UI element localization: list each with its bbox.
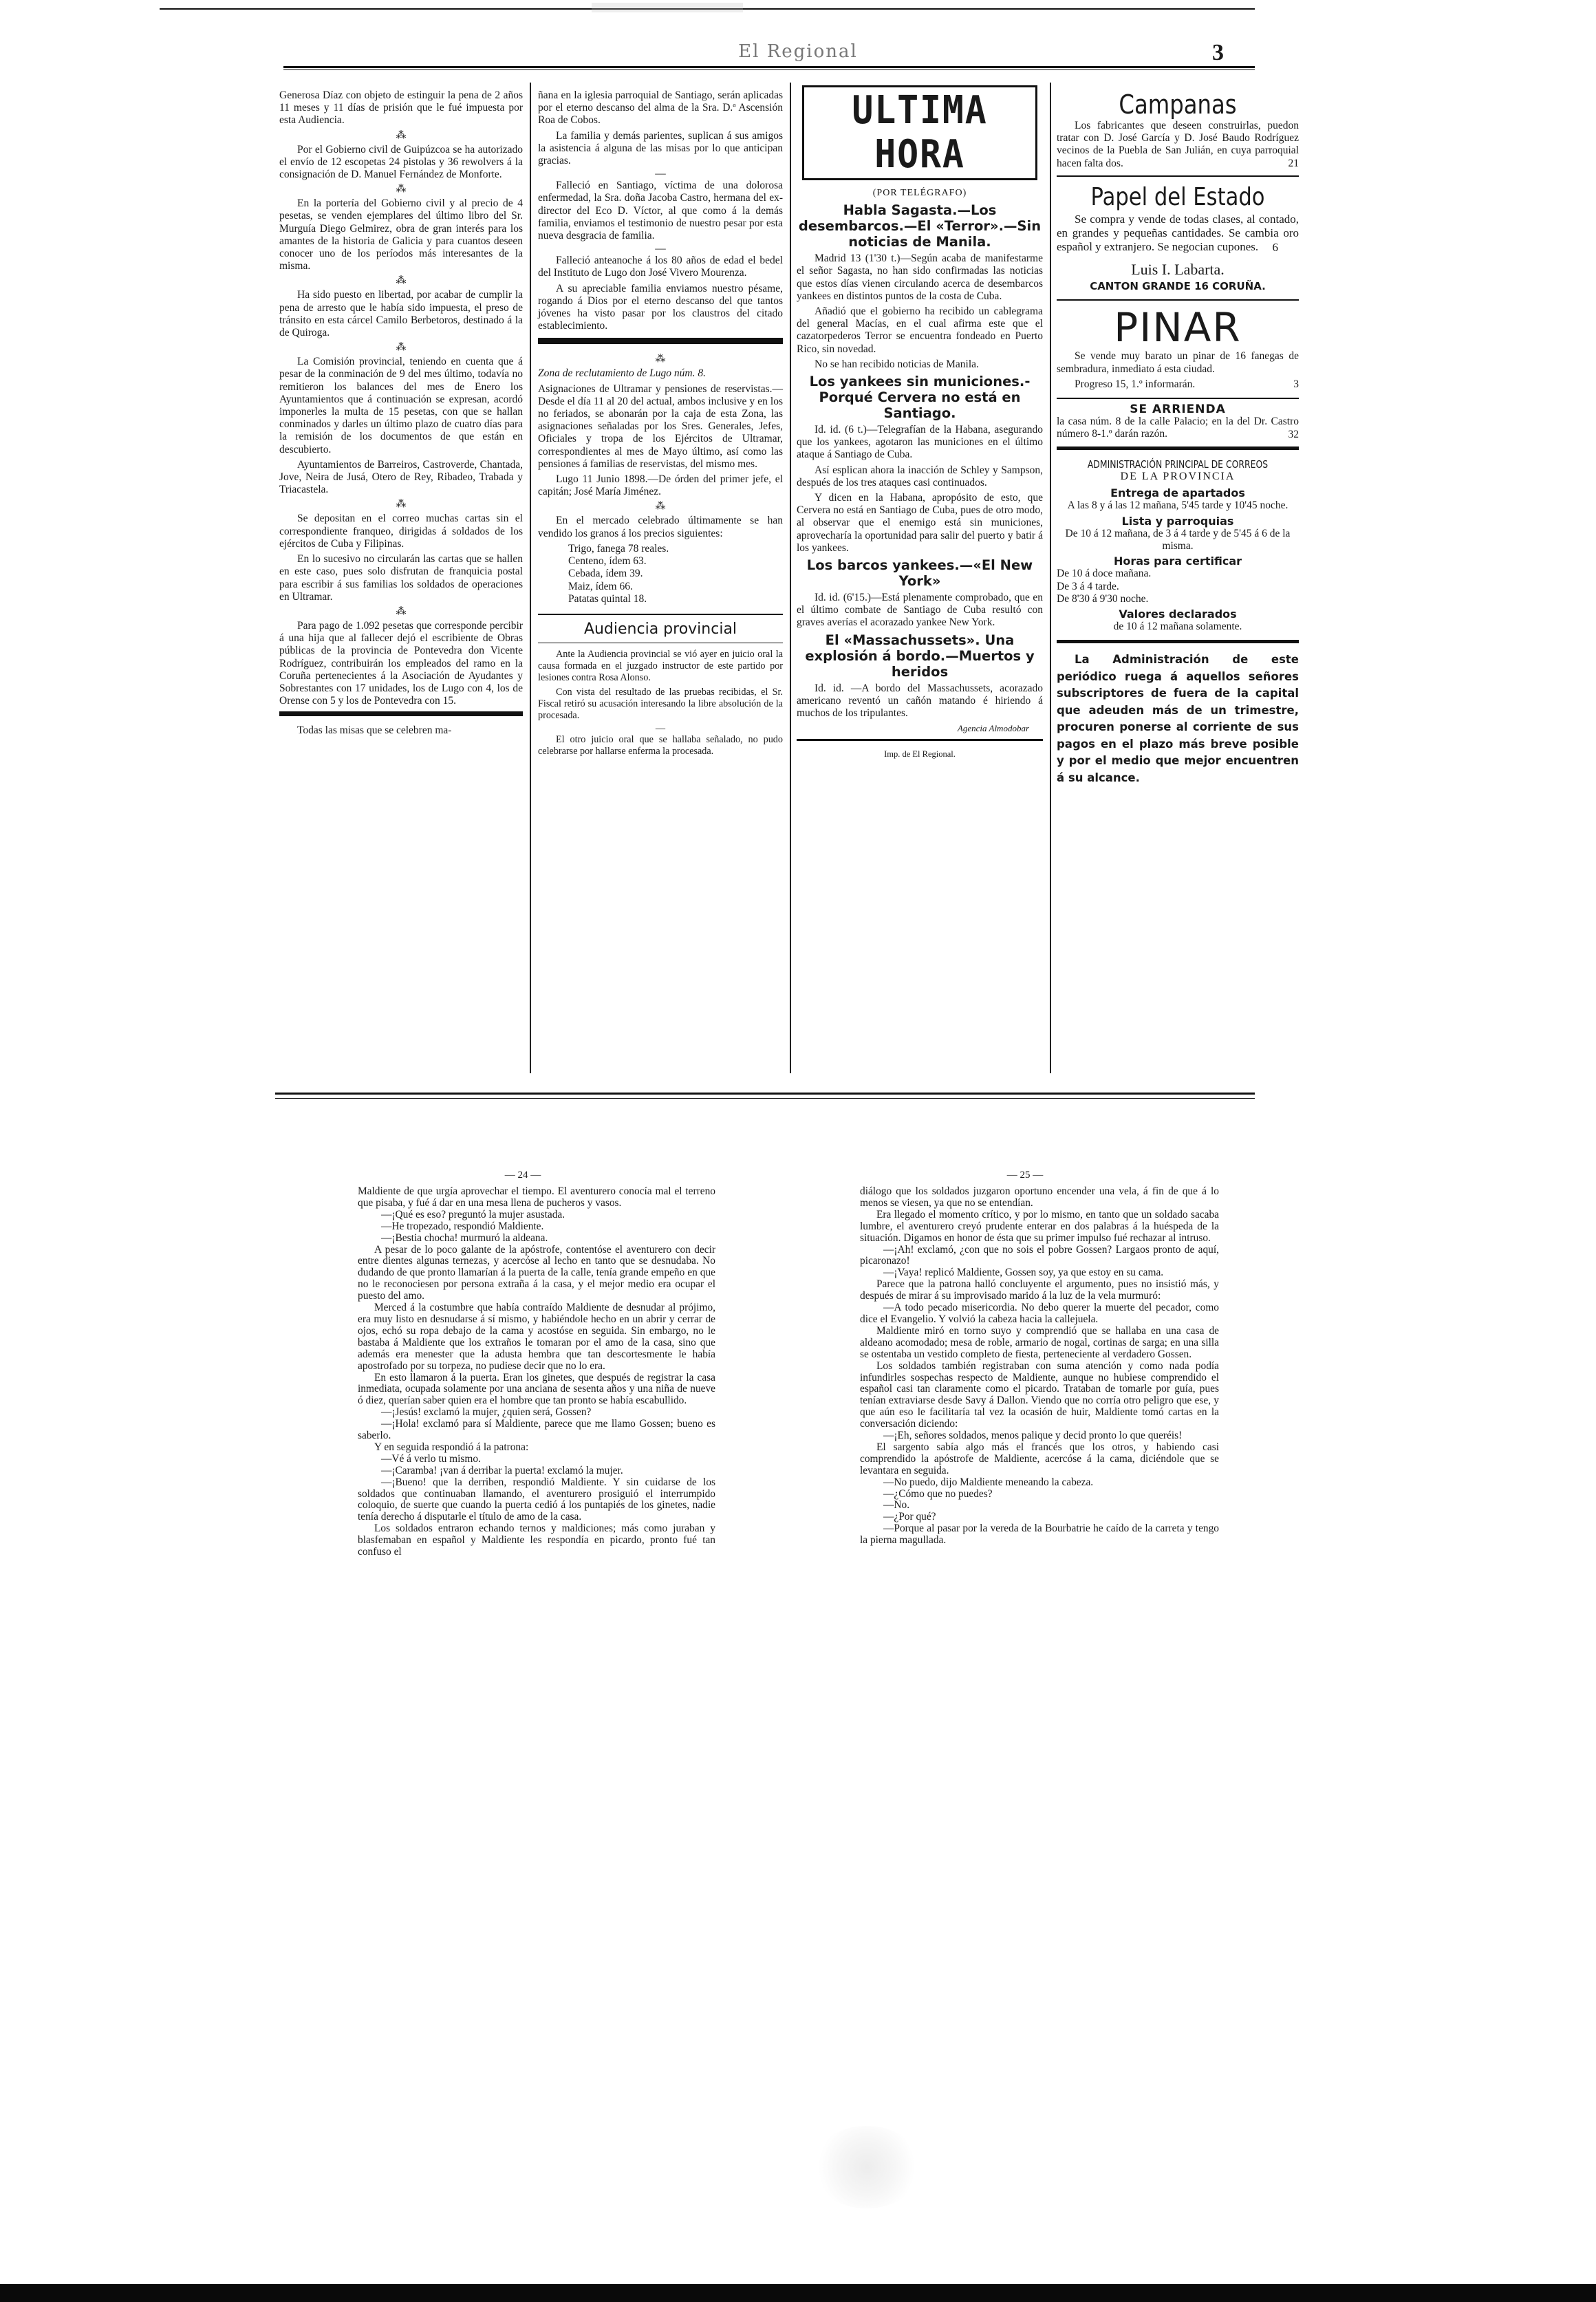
page-number: 3 bbox=[1212, 40, 1224, 65]
folletin-paragraph: El sargento sabía algo más el francés que los otros, y habiendo casi comprendido la apóstrofe de Maldiente, acercóse á la cama, diciéndole que se levantara en seguida. bbox=[860, 1441, 1219, 1476]
news-paragraph: Por el Gobierno civil de Guipúzcoa se ha autorizado el envío de 12 escopetas 24 pistolas y 36 rewolvers á la consignación de D. Manuel Fernández de Monforte. bbox=[279, 143, 523, 181]
rule bbox=[538, 614, 783, 615]
correos-subtitle: DE LA PROVINCIA bbox=[1120, 471, 1236, 483]
news-paragraph: La familia y demás parientes, suplican á sus amigos la asistencia á alguna de las misas por lo que anticipan gracias. bbox=[538, 129, 783, 167]
audiencia-title: Audiencia provincial bbox=[583, 620, 737, 638]
column-2 bbox=[538, 89, 783, 760]
pinar-title: PINAR bbox=[1114, 304, 1242, 352]
bottom-rule-thin bbox=[275, 1098, 1255, 1099]
separator-stars: ⁂ bbox=[396, 275, 407, 287]
pinar-info bbox=[1057, 378, 1299, 391]
news-paragraph: Para pago de 1.092 pesetas que corresponde percibir á una hija que al fallecer dejó el escribiente de Obras públicas de la provincia de Pontevedra don Vicente Rodríguez, contribuirán los empleados del ramo en la Coruña pertenecientes á la Asociación de Ayudantes y Sobrestantes con 17 unidades, los de Lugo con 4, los de Orense con 5 y los de Pontevedra con 15. bbox=[279, 619, 523, 707]
folletin-paragraph: —¿Cómo que no puedes? bbox=[883, 1487, 993, 1500]
folletin-paragraph: —¡Bueno! que la derriben, respondió Maldiente. Y sin cuidarse de los soldados que continuaban llamando, el aventurero prosiguió el interrumpido coloquio, de suerte que cuando la puerta cedió á los puntapiés de los ginetes, nadie tenía derecho á disputarle el título de amo de la casa. bbox=[358, 1476, 715, 1523]
header-rule bbox=[283, 66, 1255, 68]
header-rule-thin bbox=[283, 69, 1255, 70]
folletin-paragraph: Maldiente miró en torno suyo y comprendió que se hallaba en una casa de aldeano acomodado; mesa de roble, armario de nogal, cortinas de sarga; en una silla se ostentaba un vestido completo de fiesta, perteneciente al verdadero Gossen. bbox=[860, 1324, 1219, 1360]
folletin-paragraph: Los soldados también registraban con suma atención y como nada podía infundirles sospechas respecto de Maldiente, aunque no hubiese comprendido el español casi tan claramente como el picardo. Trataban de tomarle por guía, pues tenían extraviarse desde Savy á Dallon. Viendo que no corría otro peligro que ese, y que aún eso le facilitaría tal vez la ocasión de huir, Maldiente tomó cartas en la conversación diciendo: bbox=[860, 1359, 1219, 1430]
telegram-paragraph: Id. id. (6 t.)—Telegrafían de la Habana, asegurando que los yankees, agotaron las municiones en el último ataque á Santiago de Cuba. bbox=[797, 424, 1043, 461]
news-paragraph: La Comisión provincial, teniendo en cuenta que á pesar de la conminación de 9 del mes último, todavía no remitieron los balances del mes de Enero los Ayuntamientos que á continuación se expresan, acordó imponerles la multa de 15 pesetas, con que se hallan conminados y darles un último plazo de cuatro días para la remisión de los documentos de que están en descubierto. bbox=[279, 356, 523, 455]
news-paragraph: Ayuntamientos de Barreiros, Castroverde, Chantada, Jove, Neira de Jusá, Otero de Rey, Ribadeo, Trabada y Triacastela. bbox=[279, 458, 523, 496]
folletin-paragraph: —¡Qué es eso? preguntó la mujer asustada. bbox=[381, 1208, 565, 1220]
market-price-list bbox=[538, 543, 783, 605]
ad-number: 3 bbox=[1293, 378, 1299, 390]
campanas-text: Los fabricantes que deseen construirlas, puedon tratar con D. José García y D. José Baudo Rodríguez vecinos de la Puebla de San Julián, en cuya parroquial hacen falta dos. bbox=[1057, 120, 1299, 169]
certificar-title: Horas para certificar bbox=[1113, 555, 1242, 568]
news-paragraph: En la portería del Gobierno civil y al precio de 4 pesetas, se venden ejemplares del último libro del Sr. Murguía Diego Gelmirez, obra de gran interés para los amantes de la historia de Galicia y para cuantos deseen conocer uno de los períodos más interesantes de la misma. bbox=[279, 197, 523, 272]
market-item: Cebada, ídem 39. bbox=[568, 568, 643, 580]
column-divider bbox=[1050, 83, 1051, 1073]
folletin-paragraph: —A todo pecado misericordia. No debo querer la muerte del pecador, como dice el Evangelio. Y volvió la cabeza hacia la callejuela. bbox=[860, 1302, 1219, 1325]
bottom-rule bbox=[275, 1093, 1255, 1095]
telegram-paragraph: No se han recibido noticias de Manila. bbox=[815, 358, 979, 370]
thick-rule bbox=[1057, 447, 1299, 450]
news-paragraph: Todas las misas que se celebren ma- bbox=[297, 724, 452, 737]
folletin-paragraph: Era llegado el momento crítico, y por lo mismo, en tanto que un soldado sacaba lumbre, el aventurero creyó prudente enterar en dos palabras á la huéspeda de la situación. Digamos en honor de ésta que su primer impulso fué rechazar al intruso. bbox=[860, 1208, 1219, 1244]
news-paragraph: En lo sucesivo no circularán las cartas que se hallen en este caso, pues solo disfrutan de franquicia postal para escribir á sus familias los soldados de operaciones en Ultramar. bbox=[279, 553, 523, 603]
headline: Habla Sagasta.—Los desembarcos.—El «Terror».—Sin noticias de Manila. bbox=[798, 202, 1042, 250]
folletin-paragraph: —Porque al pasar por la vereda de la Bourbatrie he caído de la carreta y tengo la pierna magullada. bbox=[860, 1523, 1219, 1547]
folletin-paragraph: Los soldados entraron echando ternos y maldiciones; más como juraban y blasfemaban en español y Maldiente les respondía en picardo, pronto fué tan confuso el bbox=[358, 1523, 715, 1558]
arrienda-text: la casa núm. 8 de la calle Palacio; en la del Dr. Castro número 8-1.º darán razón. bbox=[1057, 416, 1299, 440]
arrienda-title: SE ARRIENDA bbox=[1130, 402, 1226, 417]
folletin-paragraph: —No. bbox=[883, 1499, 910, 1512]
folletin-left-page bbox=[358, 1186, 715, 1558]
news-paragraph: Generosa Díaz con objeto de estinguir la pena de 2 años 11 meses y 11 días de prisión que le fué impuesta por esta Audiencia. bbox=[279, 89, 523, 127]
telegram-paragraph: Id. id. —A bordo del Massachussets, acorazado americano reventó un cañón matando é hiriendo á muchos de los tripulantes. bbox=[797, 682, 1043, 720]
folletin-paragraph: —No puedo, dijo Maldiente meneando la cabeza. bbox=[883, 1476, 1094, 1488]
separator-dash: — bbox=[655, 722, 666, 734]
administration-notice: La Administración de este periódico ruega á aquellos señores subscriptores de fuera de la capital que adeuden más de un trimestre, procuren ponerse al corriente de sus pagos en el plazo más breve posible y por el medio que mejor encuentren á su alcance. bbox=[1057, 653, 1299, 784]
folletin-paragraph: Maldiente de que urgía aprovechar el tiempo. El aventurero conocía mal el terreno que pisaba, y fué á dar en una mesa llena de pucheros y vasos. bbox=[358, 1185, 715, 1209]
market-item: Patatas quintal 18. bbox=[568, 592, 647, 605]
valores-title: Valores declarados bbox=[1119, 607, 1237, 621]
market-intro: En el mercado celebrado últimamente se han vendido los granos á los precios siguientes: bbox=[538, 515, 783, 539]
separator-stars: ⁂ bbox=[396, 342, 407, 354]
court-paragraph: El otro juicio oral que se hallaba señalado, no pudo celebrarse por hallarse enferma la procesada. bbox=[538, 733, 783, 757]
papel-title: Papel del Estado bbox=[1090, 183, 1265, 212]
column-1 bbox=[279, 89, 523, 740]
telegram-paragraph: Madrid 13 (1'30 t.)—Según acaba de manifestarme el señor Sagasta, no han sido confirmadas las noticias que estos días vienen circulando acerca de desembarcos yankees en distintos puntos de la costa de Cuba. bbox=[797, 252, 1043, 302]
paper-name: El Regional bbox=[738, 41, 858, 62]
folletin-paragraph: Parece que la patrona halló concluyente el argumento, pues no insistió más, y después de mirar á su improvisado marido á la luz de la vela murmuró: bbox=[860, 1278, 1219, 1302]
scan-speckle bbox=[592, 3, 743, 12]
papel-text: Se compra y vende de todas clases, al contado, en grandes y pequeñas cantidades. Se cambia oro español y extranjero. Se negocian cupones. bbox=[1057, 213, 1299, 254]
thick-rule bbox=[1057, 640, 1299, 643]
news-paragraph: Falleció anteanoche á los 80 años de edad el bedel del Instituto de Lugo don José Vivero Mourenza. bbox=[538, 255, 783, 279]
folletin-paragraph: —¡Caramba! ¡van á derribar la puerta! exclamó la mujer. bbox=[381, 1464, 623, 1476]
recruitment-title: Zona de reclutamiento de Lugo núm. 8. bbox=[538, 367, 706, 380]
headline: Los barcos yankees.—«El New York» bbox=[806, 557, 1033, 590]
folletin-paragraph: En esto llamaron á la puerta. Eran los ginetes, que después de registrar la casa inmediata, ocupada solamente por una anciana de sesenta años y una niña de nueve ó diez, querían saber quien era el hombre que tan pronto se había escabullido. bbox=[358, 1371, 715, 1407]
court-paragraph: Ante la Audiencia provincial se vió ayer en juicio oral la causa formada en el juzgado instructor de este partido por lesiones contra Rosa Alonso. bbox=[538, 648, 783, 683]
agency-signature: Agencia Almodobar bbox=[957, 723, 1029, 734]
separator-stars: ⁂ bbox=[396, 605, 407, 617]
folletin-paragraph: —He tropezado, respondió Maldiente. bbox=[381, 1220, 544, 1232]
folletin-paragraph: —¡Jesús! exclamó la mujer, ¿quien será, Gossen? bbox=[381, 1406, 592, 1419]
correos-title: ADMINISTRACIÓN PRINCIPAL DE CORREOS bbox=[1087, 458, 1269, 471]
rule bbox=[1057, 299, 1299, 301]
headline: El «Massachussets». Una explosión á bordo.—Muertos y heridos bbox=[805, 632, 1035, 680]
news-paragraph: Falleció en Santiago, víctima de una dolorosa enfermedad, la Sra. doña Jacoba Castro, hermana del ex-director del Eco D. Víctor, al que como á la demás familia, enviamos el testimonio de nuestro pesar por esta nueva desgracia de familia. bbox=[538, 180, 783, 242]
certificar-line: De 3 á 4 tarde. bbox=[1057, 580, 1119, 592]
telegraph-subtitle: (POR TELÉGRAFO) bbox=[872, 188, 967, 198]
separator-stars: ⁂ bbox=[396, 499, 407, 510]
rule bbox=[1057, 398, 1299, 399]
telegram-paragraph: Y dicen en la Habana, apropósito de esto, que Cervera no está en Santiago de Cuba, pues de otro modo, al observar que el enemigo está sin municiones, aprovecharía la oportunidad para salir del puerto y batir á los yankees. bbox=[797, 492, 1043, 554]
separator-stars: ⁂ bbox=[655, 354, 666, 365]
pinar-info-text: Progreso 15, 1.º informarán. bbox=[1075, 378, 1196, 390]
telegram-paragraph: Así esplican ahora la inacción de Schley y Sampson, después de los tres ataques casi continuados. bbox=[797, 464, 1043, 488]
rule bbox=[1057, 175, 1299, 177]
separator-stars: ⁂ bbox=[396, 129, 407, 141]
separator-dash: — bbox=[655, 243, 666, 255]
scan-speckle bbox=[812, 2126, 922, 2208]
folletin-right-page bbox=[860, 1186, 1219, 1547]
market-item: Trigo, fanega 78 reales. bbox=[568, 542, 669, 555]
folletin-paragraph: diálogo que los soldados juzgaron oportuno encender una vela, á fin de que á lo menos se viesen, ya que no se entendían. bbox=[860, 1185, 1219, 1209]
column-divider bbox=[790, 83, 791, 1073]
labarta-address: CANTON GRANDE 16 CORUÑA. bbox=[1090, 280, 1266, 293]
news-paragraph: A su apreciable familia enviamos nuestro pésame, rogando á Dios por el eterno descanso del que tantos jóvenes ha visto pasar por los claustros del citado establecimiento. bbox=[538, 282, 783, 332]
separator-dash: — bbox=[655, 168, 666, 180]
news-paragraph: Se depositan en el correo muchas cartas sin el correspondiente franqueo, dirigidas á soldados de los ejércitos de Cuba y Filipinas. bbox=[279, 513, 523, 550]
rule bbox=[797, 739, 1043, 741]
column-3 bbox=[797, 85, 1043, 761]
news-paragraph: Ha sido puesto en libertad, por acabar de cumplir la pena de arresto que le había sido impuesta, el preso de tránsito en esta cárcel Camilo Berbetoros, destinado á la de Quiroga. bbox=[279, 289, 523, 339]
telegram-paragraph: Id. id. (6'15.)—Está plenamente comprobado, que en el último combate de Santiago de Cuba resultó con graves averías el acorazado yankee New York. bbox=[797, 592, 1043, 629]
recruitment-signature: Lugo 11 Junio 1898.—De órden del primer jefe, el capitán; José María Jiménez. bbox=[538, 473, 783, 498]
ad-number: 32 bbox=[1288, 428, 1299, 440]
apartados-title: Entrega de apartados bbox=[1110, 486, 1245, 500]
ultima-hora-title: ULTIMA HORA bbox=[852, 88, 988, 177]
certificar-line: De 8'30 á 9'30 noche. bbox=[1057, 592, 1149, 605]
apartados-line: A las 8 y á las 12 mañana, 5'45 tarde y 10'45 noche. bbox=[1067, 499, 1288, 512]
folletin-paragraph: —¡Hola! exclamó para sí Maldiente, parece que me llamo Gossen; bueno es saberlo. bbox=[358, 1418, 715, 1442]
ad-number: 21 bbox=[1288, 157, 1299, 169]
column-divider bbox=[530, 83, 531, 1073]
ad-number: 6 bbox=[1272, 241, 1278, 255]
folletin-paragraph: —¡Eh, señores soldados, menos palique y decid pronto lo que queréis! bbox=[883, 1430, 1183, 1442]
folletin-page-number-right: — 25 — bbox=[1006, 1170, 1044, 1181]
folletin-paragraph: A pesar de lo poco galante de la apóstrofe, contentóse el aventurero con decir entre dientes algunas ternezas, y acercóse al lecho en tanto que se desnudaba. No dudando de que pronto llamarían á la puerta de la calle, tenía grande empeño en que no le reconociesen por persona extraña á la casa, y el mejor medio era ocupar el puesto del amo. bbox=[358, 1243, 715, 1302]
court-paragraph: Con vista del resultado de las pruebas recibidas, el Sr. Fiscal retiró su acusación interesando la libre absolución de la procesada. bbox=[538, 686, 783, 721]
ultima-hora-box bbox=[802, 85, 1037, 180]
telegram-paragraph: Añadió que el gobierno ha recibido un cablegrama del general Macías, en el cual afirma este que el cazatorpederos Terror se encuentra fondeado en Puerto Rico, sin novedad. bbox=[797, 305, 1043, 355]
headline: Los yankees sin municiones.-Porqué Cervera no está en Santiago. bbox=[809, 374, 1031, 422]
column-4 bbox=[1057, 89, 1299, 789]
market-item: Maiz, ídem 66. bbox=[568, 580, 633, 592]
separator-stars: ⁂ bbox=[655, 501, 666, 513]
lista-line: De 10 á 12 mañana, de 3 á 4 tarde y de 5'45 á 6 de la misma. bbox=[1065, 527, 1291, 552]
lista-title: Lista y parroquias bbox=[1121, 514, 1234, 528]
thick-rule bbox=[538, 338, 783, 344]
labarta-name: Luis I. Labarta. bbox=[1131, 261, 1225, 279]
folletin-paragraph: Y en seguida respondió á la patrona: bbox=[374, 1441, 529, 1453]
folletin-page-number-left: — 24 — bbox=[504, 1170, 541, 1181]
folletin-paragraph: Merced á la costumbre que había contraído Maldiente de desnudar al prójimo, era muy listo en desnudarse á sí mismo, y habiéndole hecho en un abrir y cerrar de ojos, echó su ropa debajo de la cama y acostóse en seguida. Sin embargo, no le bastaba á Maldiente que los extraños le tomaran por el amo de la casa, sino que además era menester que la adusta hembra que tan descortesmente le había apostrofado por su torpeza, no pudiese decir que no lo era. bbox=[358, 1302, 715, 1372]
valores-line: de 10 á 12 mañana solamente. bbox=[1113, 621, 1242, 633]
recruitment-text: Asignaciones de Ultramar y pensiones de reservistas.—Desde el día 11 al 20 del actual, ambos inclusive y en los no feriados, se abonarán por la caja de esta Zona, las asignaciones señaladas por los Sres. Generales, Jefes, Oficiales y tropa de los Ejércitos de Ultramar, correspondientes al mes de Mayo último, así como las pensiones á familias de reservistas, del mismo mes. bbox=[538, 383, 783, 470]
thick-rule bbox=[279, 711, 523, 716]
campanas-title: Campanas bbox=[1119, 89, 1237, 120]
folletin-paragraph: —¡Ah! exclamó, ¿con que no sois el pobre Gossen? Largaos pronto de aquí, picaronazo! bbox=[860, 1243, 1219, 1267]
separator-stars: ⁂ bbox=[396, 184, 407, 195]
folletin-paragraph: —¡Bestia chocha! murmuró la aldeana. bbox=[381, 1231, 548, 1244]
folletin-paragraph: —¿Por qué? bbox=[883, 1511, 936, 1523]
scan-bottom-edge bbox=[0, 2284, 1596, 2302]
news-paragraph: ñana en la iglesia parroquial de Santiago, serán aplicadas por el eterno descanso del alma de la Sra. D.ª Ascensión Roa de Cobos. bbox=[538, 89, 783, 127]
folletin-paragraph: —Vé á verlo tu mismo. bbox=[381, 1452, 481, 1465]
market-item: Centeno, ídem 63. bbox=[568, 555, 647, 568]
folletin-paragraph: —¡Vaya! replicó Maldiente, Gossen soy, ya que estoy en su cama. bbox=[883, 1267, 1164, 1279]
pinar-text: Se vende muy barato un pinar de 16 fanegas de sembradura, inmediato á esta ciudad. bbox=[1057, 350, 1299, 375]
imprint: Imp. de El Regional. bbox=[884, 749, 956, 760]
certificar-line: De 10 á doce mañana. bbox=[1057, 568, 1152, 580]
